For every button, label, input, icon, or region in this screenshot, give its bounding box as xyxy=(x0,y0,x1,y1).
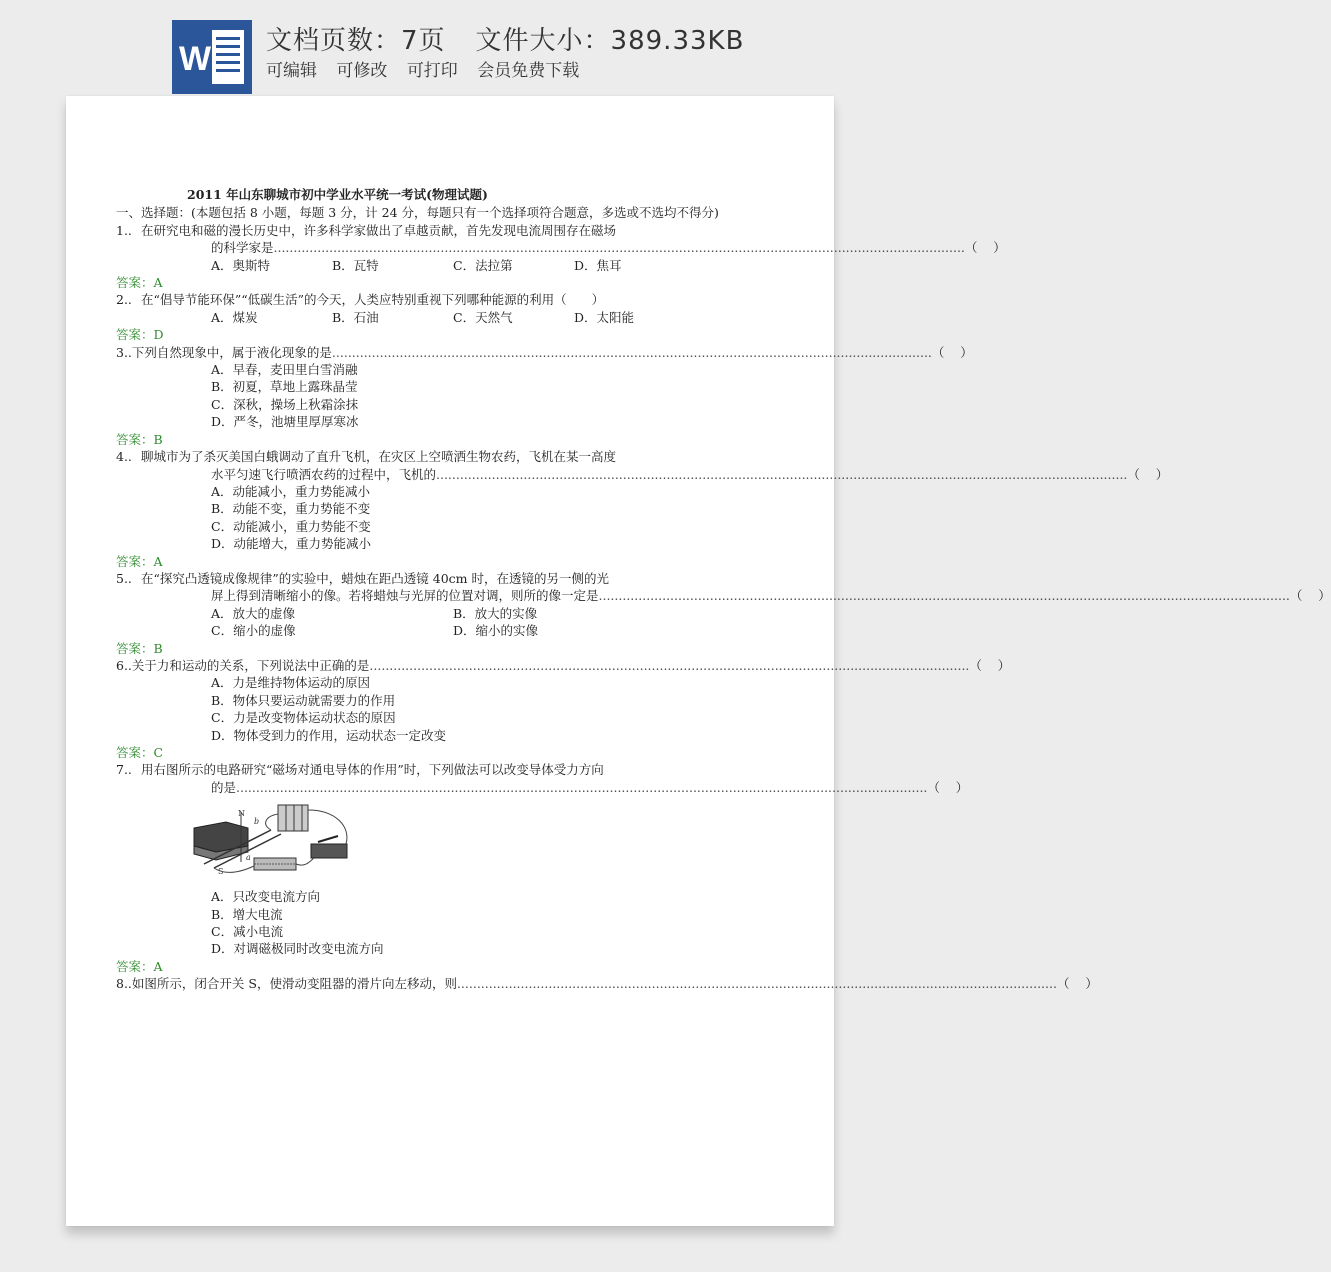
option-b: B．初夏，草地上露珠晶莹 xyxy=(211,379,358,395)
wire xyxy=(266,814,278,830)
question-text: 聊城市为了杀灭美国白蛾调动了直升飞机，在灾区上空喷洒生物农药，飞机在某一高度 xyxy=(141,449,617,465)
question-2 xyxy=(116,291,720,343)
option-a: A．早春，麦田里白雪消融 xyxy=(211,362,358,378)
answer-blank: （ ） xyxy=(1289,588,1331,604)
answer-blank: （ ） xyxy=(964,240,1006,256)
file-size: 文件大小：389.33KB xyxy=(475,26,745,56)
question-text-cont: 的科学家是 xyxy=(211,240,274,256)
battery xyxy=(278,805,308,831)
question-4: 4.. 聊城市为了杀灭美国白蛾调动了直升飞机，在灾区上空喷洒生物农药，飞机在某一高度 水平匀速飞行喷洒农药的过程中，飞机的 .............................................................................................................................................................................. （ ） A．动能减小，重力势能减小 B．动能不变，重力势能不变 C．动能减小，重力势能不变 D．动能增大，重力势能减小 答案：A xyxy=(116,449,1169,569)
options-row xyxy=(116,309,720,326)
answer-blank: （ ） xyxy=(931,344,973,360)
question-number: 1.. xyxy=(116,222,132,238)
question-number: 3.. xyxy=(116,344,132,360)
option-a: A．动能减小，重力势能减小 xyxy=(211,483,371,499)
question-text-cont: 的是 xyxy=(211,779,237,795)
option-b: B．放大的实像 xyxy=(453,605,538,621)
answer-label: 答案：A xyxy=(116,553,163,569)
option-b: B．物体只要运动就需要力的作用 xyxy=(211,692,396,708)
feature-modifiable: 可修改 xyxy=(336,61,388,81)
question-number: 7.. xyxy=(116,762,132,778)
option-d: D．动能增大，重力势能减小 xyxy=(211,536,372,552)
option-b: B．瓦特 xyxy=(332,257,379,273)
options-row xyxy=(116,622,720,639)
option-a: A．只改变电流方向 xyxy=(211,889,321,905)
document-content xyxy=(116,186,1331,993)
question-text: 在研究电和磁的漫长历史中，许多科学家做出了卓越贡献，首先发现电流周围存在磁场 xyxy=(141,222,617,238)
question-number: 4.. xyxy=(116,449,132,465)
page-count: 文档页数：7页 xyxy=(266,26,446,56)
question-number: 5.. xyxy=(116,570,132,586)
question-text: 下列自然现象中，属于液化现象的是 xyxy=(131,344,332,360)
options-row xyxy=(116,257,720,274)
feature-editable: 可编辑 xyxy=(266,61,317,81)
option-d: D．严冬，池塘里厚厚寒冰 xyxy=(211,414,359,430)
question-8: 8.. 如图所示，闭合开关 S，使滑动变阻器的滑片向左移动，则 ....................................................................................................................................................... （ ） xyxy=(116,976,1098,992)
question-3: 3.. 下列自然现象中，属于液化现象的是 ....................................................................................................................................................... （ ） A．早春，麦田里白雪消融 B．初夏，草地上露珠晶莹 C．深秋，操场上秋霜涂抹 D．严冬，池塘里厚厚寒冰 答案：B xyxy=(116,344,973,447)
question-text: 在“倡导节能环保”“低碳生活”的今天，人类应特别重视下列哪种能源的利用（ ） xyxy=(141,292,605,308)
question-text-cont: 水平匀速飞行喷洒农药的过程中，飞机的 xyxy=(211,466,437,482)
answer-blank: （ ） xyxy=(969,657,1011,673)
word-document-icon xyxy=(172,20,252,94)
question-7: 7.. 用右图所示的电路研究“磁场对通电导体的作用”时，下列做法可以改变导体受力方向 的是 .............................................................................................................................................................................. （ ） N b a S A．只改变电流方向 B．增大电流 C．减小电流 D．对调磁极同时改变电流方向 答案：A xyxy=(116,762,969,974)
question-text: 用右图所示的电路研究“磁场对通电导体的作用”时，下列做法可以改变导体受力方向 xyxy=(141,762,604,778)
option-a: A．力是维持物体运动的原因 xyxy=(211,675,371,691)
banner-file-info xyxy=(266,20,744,57)
label-b: b xyxy=(254,817,260,827)
document-title: 2011 年山东聊城市初中学业水平统一考试(物理试题) xyxy=(187,187,488,202)
question-text: 如图所示，闭合开关 S，使滑动变阻器的滑片向左移动，则 xyxy=(131,976,457,992)
option-d: D．物体受到力的作用，运动状态一定改变 xyxy=(211,727,447,743)
circuit-diagram xyxy=(186,802,361,882)
option-c: C．动能减小，重力势能不变 xyxy=(211,518,371,534)
option-d: D．对调磁极同时改变电流方向 xyxy=(211,941,384,957)
option-d: D．焦耳 xyxy=(574,257,622,273)
question-5: 5.. 在“探究凸透镜成像规律”的实验中，蜡烛在距凸透镜 40cm 时，在透镜的另一侧的光 屏上得到清晰缩小的像。若将蜡烛与光屏的位置对调，则所的像一定是 .............................................................................................................................................................................. （ ） A．放大的虚像 B．放大的实像 C．缩小的虚像 D．缩小的实像 答案：B xyxy=(116,570,1331,656)
question-text-cont: 屏上得到清晰缩小的像。若将蜡烛与光屏的位置对调，则所的像一定是 xyxy=(211,588,599,604)
option-a: A．煤炭 xyxy=(211,309,258,325)
question-text: 在“探究凸透镜成像规律”的实验中，蜡烛在距凸透镜 40cm 时，在透镜的另一侧的光 xyxy=(141,570,609,586)
feature-member-download[interactable]: 会员免费下载 xyxy=(477,61,580,81)
option-c: C．力是改变物体运动状态的原因 xyxy=(211,710,396,726)
option-a: A．奥斯特 xyxy=(211,257,271,273)
answer-label: 答案：A xyxy=(116,275,163,291)
answer-blank: （ ） xyxy=(927,779,969,795)
option-c: C．减小电流 xyxy=(211,924,284,940)
download-banner xyxy=(0,0,900,96)
question-text: 关于力和运动的关系，下列说法中正确的是 xyxy=(131,657,370,673)
label-a: a xyxy=(246,853,251,863)
section-heading: 一、选择题：(本题包括 8 小题，每题 3 分，计 24 分，每题只有一个选择项符合题意，多选或不选均不得分) xyxy=(116,205,719,221)
question-6: 6.. 关于力和运动的关系，下列说法中正确的是 ....................................................................................................................................................... （ ） A．力是维持物体运动的原因 B．物体只要运动就需要力的作用 C．力是改变物体运动状态的原因 D．物体受到力的作用，运动状态一定改变 答案：C xyxy=(116,657,1011,760)
question-number: 6.. xyxy=(116,657,132,673)
question-number: 2.. xyxy=(116,292,132,308)
answer-label: 答案：C xyxy=(116,745,164,760)
option-c: C．天然气 xyxy=(453,309,513,325)
wire xyxy=(296,858,314,865)
banner-features xyxy=(266,56,589,81)
option-c: C．缩小的虚像 xyxy=(211,623,296,639)
label-n: N xyxy=(238,809,245,819)
answer-label: 答案：B xyxy=(116,640,163,656)
word-icon-letter: W xyxy=(179,40,212,78)
option-b: B．增大电流 xyxy=(211,906,283,922)
option-c: C．法拉第 xyxy=(453,257,513,273)
question-number: 8.. xyxy=(116,976,132,992)
option-a: A．放大的虚像 xyxy=(211,605,296,621)
answer-label: 答案：D xyxy=(116,327,164,343)
question-1: 1.. 在研究电和磁的漫长历史中，许多科学家做出了卓越贡献，首先发现电流周围存在磁场 的科学家是 .............................................................................................................................................................................. （ ） A．奥斯特 B．瓦特 C．法拉第 D．焦耳 答案：A xyxy=(116,222,1006,291)
answer-blank: （ ） xyxy=(1127,466,1169,482)
circuit-figure xyxy=(116,802,720,884)
option-b: B．石油 xyxy=(332,309,379,325)
answer-blank: （ ） xyxy=(1056,976,1098,992)
switch xyxy=(311,844,347,858)
options-row xyxy=(116,605,720,622)
feature-printable: 可打印 xyxy=(406,61,458,81)
option-d: D．太阳能 xyxy=(574,309,635,325)
answer-label: 答案：A xyxy=(116,958,163,974)
answer-label: 答案：B xyxy=(116,431,163,447)
label-s: S xyxy=(218,867,224,877)
option-b: B．动能不变，重力势能不变 xyxy=(211,501,371,517)
option-c: C．深秋，操场上秋霜涂抹 xyxy=(211,396,359,412)
option-d: D．缩小的实像 xyxy=(453,623,539,639)
